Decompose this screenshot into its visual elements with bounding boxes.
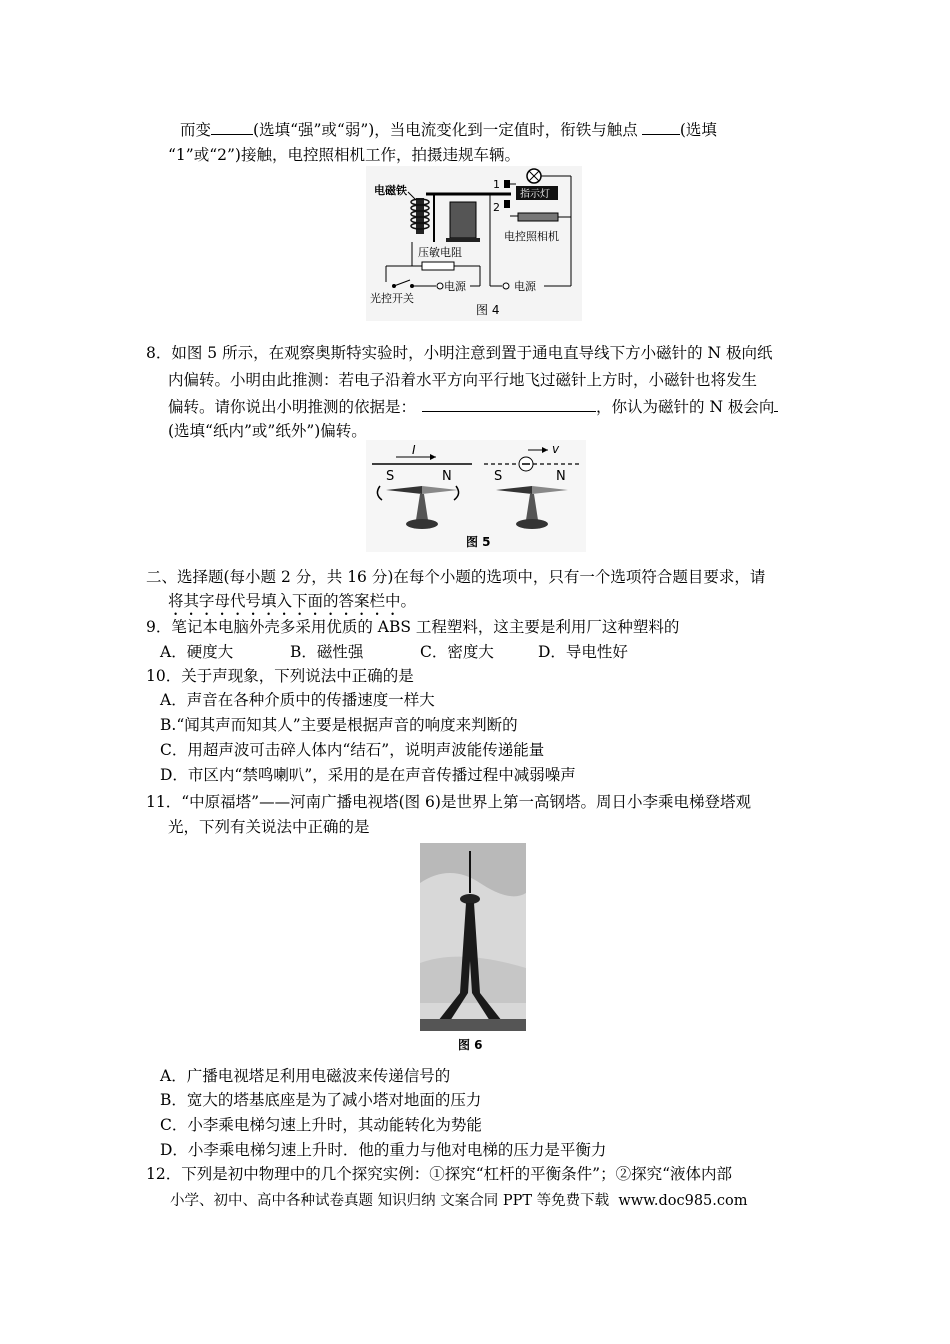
current-label: I — [412, 443, 416, 457]
q9-option-c[interactable]: C．密度大 — [420, 643, 494, 661]
q12-line1: 12．下列是初中物理中的几个探究实例：①探究“杠杆的平衡条件”；②探究“液体内部 — [146, 1165, 732, 1183]
section-2-line2: 将其字母代号填入下面的答案栏中。 — [168, 592, 417, 610]
tv-tower-photo — [420, 843, 526, 1055]
q7-blank-1[interactable] — [211, 118, 253, 135]
indicator-label: 指示灯 — [520, 189, 550, 200]
q11-stem-line1: 11．“中原福塔”——河南广播电视塔(图 6)是世界上第一高钢塔。周日小李乘电梯登塔观 — [146, 793, 751, 811]
q8-line4: (选填“纸内”或”纸外”)偏转。 — [168, 422, 367, 440]
q7-line2: “1”或“2”)接触，电控照相机工作，拍摄违规车辆。 — [168, 146, 520, 164]
q7-text-b: (选填“强”或“弱”)，当电流变化到一定值时，衔铁与触点 — [253, 121, 638, 139]
q10-option-c[interactable]: C．用超声波可击碎人体内“结石”，说明声波能传递能量 — [160, 741, 545, 759]
footer-text: 小学、初中、高中各种试卷真题 知识归纳 文案合同 PPT 等免费下载 — [170, 1193, 610, 1209]
q8-line3 — [168, 395, 778, 417]
s-right-label: S — [494, 469, 503, 484]
stand-right — [516, 519, 548, 529]
footer-url[interactable]: www.doc985.com — [618, 1193, 748, 1209]
q9-option-a[interactable]: A．硬度大 — [160, 643, 234, 661]
camera-label: 电控照相机 — [504, 230, 559, 243]
q11-stem-line2: 光，下列有关说法中正确的是 — [168, 818, 370, 836]
figure-5 — [366, 440, 586, 552]
section-2-line1: 二、选择题(每小题 2 分，共 16 分)在每个小题的选项中，只有一个选项符合题目要求，请 — [146, 568, 766, 586]
q8-blank-1[interactable] — [422, 395, 596, 412]
q11-option-d[interactable]: D．小李乘电梯匀速上升时．他的重力与他对电梯的压力是平衡力 — [160, 1141, 607, 1159]
q8-text-b: ，你认为磁针的 N 极会向 — [596, 398, 775, 416]
tower-observation-deck — [460, 894, 480, 904]
q9-stem: 9．笔记本电脑外壳多采用优质的 ABS 工程塑料，这主要是利用厂这种塑料的 — [146, 618, 680, 636]
figure-6-caption: 图 6 — [458, 1038, 483, 1052]
q7-text-a: 而变 — [180, 121, 212, 139]
q7-text-c: (选填 — [679, 121, 717, 139]
s-left-label: S — [386, 469, 395, 484]
q10-stem: 10．关于声现象，下列说法中正确的是 — [146, 667, 414, 685]
n-left-label: N — [442, 469, 452, 484]
power-right-label: 电源 — [514, 280, 536, 293]
contact-1-label: 1 — [493, 178, 500, 191]
q8-blank-2[interactable] — [774, 395, 778, 412]
figure-6 — [420, 843, 526, 1055]
contact-2-label: 2 — [493, 201, 500, 214]
figure-5-caption: 图 5 — [466, 535, 491, 549]
q10-option-a[interactable]: A．声音在各种介质中的传播速度一样大 — [160, 691, 435, 709]
q10-option-b[interactable]: B.“闻其声而知其人”主要是根据声音的响度来判断的 — [160, 716, 518, 734]
velocity-label: v — [552, 442, 560, 456]
pressure-resistor-label: 压敏电阻 — [418, 246, 462, 259]
q8-text-a: 偏转。请你说出小明推测的依据是： — [168, 398, 417, 416]
stand-left — [406, 519, 438, 529]
q11-option-c[interactable]: C．小李乘电梯匀速上升时，其动能转化为势能 — [160, 1116, 482, 1134]
figure-4 — [366, 166, 582, 321]
relay-circuit-diagram — [366, 166, 582, 321]
q11-option-a[interactable]: A．广播电视塔足利用电磁波来传递信号的 — [160, 1067, 451, 1085]
q7-blank-2[interactable] — [642, 118, 680, 135]
q7-line1 — [180, 118, 717, 140]
oersted-experiment-diagram — [366, 440, 586, 552]
electromagnet-label: 电磁铁 — [374, 184, 407, 197]
q8-line2: 内偏转。小明由此推测：若电子沿着水平方向平行地飞过磁针上方时，小磁针也将发生 — [168, 371, 758, 389]
power-left-label: 电源 — [444, 280, 466, 293]
q9-option-b[interactable]: B．磁性强 — [290, 643, 364, 661]
q10-option-d[interactable]: D．市区内“禁鸣喇叭”，采用的是在声音传播过程中减弱噪声 — [160, 766, 576, 784]
light-switch-label: 光控开关 — [370, 292, 414, 305]
camera-box — [518, 213, 558, 221]
figure-4-caption: 图 4 — [476, 303, 500, 317]
q8-line1: 8．如图 5 所示，在观察奥斯特实验时，小明注意到置于通电直导线下方小磁针的 N 极向纸 — [146, 344, 773, 362]
resistor-icon — [422, 262, 454, 270]
n-right-label: N — [556, 469, 566, 484]
armature-block — [450, 202, 476, 238]
footer — [170, 1191, 747, 1211]
q9-option-d[interactable]: D．导电性好 — [538, 643, 628, 661]
q11-option-b[interactable]: B．宽大的塔基底座是为了减小塔对地面的压力 — [160, 1091, 482, 1109]
